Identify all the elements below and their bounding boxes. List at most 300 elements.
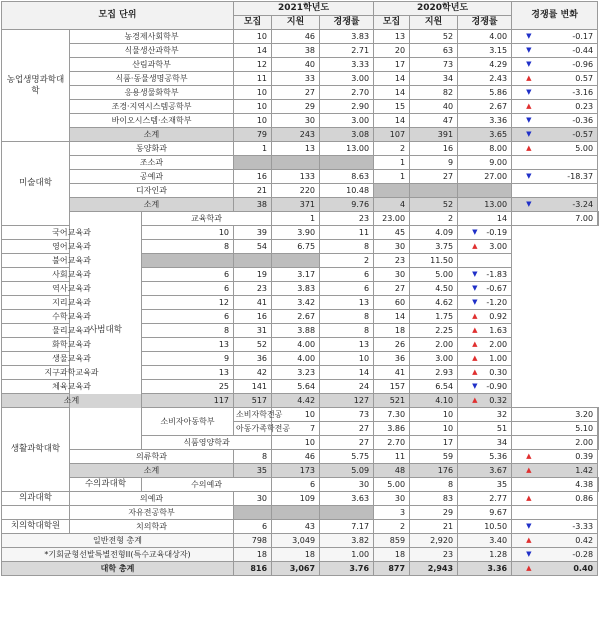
2021-quota — [234, 156, 272, 170]
2021-ratio — [272, 254, 320, 268]
2021-quota: 9 — [142, 352, 234, 366]
2020-applicants: 16 — [410, 142, 458, 156]
down-arrow-icon: ▼ — [526, 130, 532, 138]
change-value: -3.24 — [572, 200, 594, 209]
change-value: 1.63 — [489, 326, 508, 335]
2021-applicants: 133 — [272, 170, 320, 184]
2020-quota: 14 — [374, 86, 410, 100]
table-row — [2, 366, 599, 380]
2021-applicants: 43 — [272, 520, 320, 534]
ratio-change — [458, 394, 512, 408]
table-row — [2, 520, 599, 534]
2021-ratio: 9.76 — [320, 198, 374, 212]
2021-ratio: 6.75 — [272, 240, 320, 254]
department-name: 식품·동물생명공학부 — [70, 72, 234, 86]
table-row — [2, 142, 599, 156]
ratio-change — [512, 520, 598, 534]
2020-quota: 8 — [320, 240, 374, 254]
total-label: *기회균형선발특별전형II(특수교육대상자) — [2, 548, 234, 562]
table-row — [2, 30, 599, 44]
down-arrow-icon: ▼ — [472, 228, 478, 236]
2020-ratio: 1.75 — [410, 310, 458, 324]
2020-quota: 17 — [410, 436, 458, 450]
change-value: -1.83 — [486, 270, 508, 279]
subtotal-label: 소계 — [70, 128, 234, 142]
2020-quota: 8 — [320, 324, 374, 338]
2021-ratio: 3.76 — [320, 562, 374, 576]
2021-ratio — [320, 506, 374, 520]
2020-quota: 2 — [374, 142, 410, 156]
2020-applicants: 36 — [374, 352, 410, 366]
2021-applicants — [272, 506, 320, 520]
subtotal-label: 소계 — [70, 198, 234, 212]
ratio-change — [512, 450, 598, 464]
table-row — [2, 114, 599, 128]
up-arrow-icon: ▲ — [526, 564, 532, 572]
table-row — [2, 86, 599, 100]
2020-ratio: 8.00 — [458, 142, 512, 156]
2020-quota: 48 — [374, 464, 410, 478]
table-row — [2, 72, 599, 86]
2020-quota: 14 — [374, 114, 410, 128]
2020-ratio: 4.10 — [410, 394, 458, 408]
up-arrow-icon: ▲ — [472, 242, 478, 250]
down-arrow-icon: ▼ — [472, 298, 478, 306]
2021-applicants: 27 — [320, 422, 374, 436]
ratio-change — [458, 324, 512, 338]
2021-applicants: 517 — [234, 394, 272, 408]
ratio-change — [598, 408, 599, 422]
2020-ratio: 5.10 — [512, 422, 598, 436]
ratio-change — [512, 156, 598, 170]
2020-applicants: 18 — [374, 324, 410, 338]
up-arrow-icon: ▲ — [472, 326, 478, 334]
ratio-change — [512, 198, 598, 212]
change-value: 0.32 — [489, 396, 508, 405]
ratio-change — [598, 478, 599, 492]
2020-applicants: 29 — [410, 506, 458, 520]
2021-quota: 12 — [234, 58, 272, 72]
down-arrow-icon: ▼ — [526, 172, 532, 180]
2020-applicants: 60 — [374, 296, 410, 310]
2021-ratio: 3.33 — [320, 58, 374, 72]
ratio-change — [598, 212, 599, 226]
ratio-change — [512, 492, 598, 506]
2021-quota — [142, 254, 234, 268]
table-row — [2, 450, 599, 464]
department-name: 물리교육과 — [2, 324, 142, 338]
2020-applicants: 40 — [410, 100, 458, 114]
department-name: 지리교육과 — [2, 296, 142, 310]
change-value: -3.16 — [572, 88, 594, 97]
change-value: 0.86 — [575, 494, 594, 503]
ratio-change — [458, 254, 512, 268]
2021-ratio: 2.71 — [320, 44, 374, 58]
2020-applicants: 176 — [410, 464, 458, 478]
department-name: 식물생산과학부 — [70, 44, 234, 58]
header-quota-2021: 모집 — [234, 16, 272, 30]
2021-quota: 8 — [142, 324, 234, 338]
change-value: -0.17 — [572, 32, 594, 41]
table-row — [2, 240, 599, 254]
2020-ratio: 2.77 — [458, 492, 512, 506]
2021-applicants: 30 — [272, 114, 320, 128]
up-arrow-icon: ▲ — [526, 144, 532, 152]
2021-ratio: 3.82 — [320, 534, 374, 548]
2020-applicants: 23 — [374, 254, 410, 268]
2021-applicants: 73 — [320, 408, 374, 422]
2021-ratio: 3.08 — [320, 128, 374, 142]
table-row — [2, 506, 599, 520]
subtotal-label: 소계 — [2, 394, 142, 408]
2020-quota: 15 — [374, 100, 410, 114]
college-name: 생활과학대학 — [2, 408, 70, 492]
2020-quota: 859 — [374, 534, 410, 548]
change-value: -0.19 — [486, 228, 508, 237]
2021-quota: 10 — [142, 226, 234, 240]
2021-quota: 1 — [272, 212, 320, 226]
2021-ratio: 4.00 — [272, 338, 320, 352]
subtotal-row — [2, 394, 599, 408]
2021-ratio: 1.00 — [320, 548, 374, 562]
2021-ratio: 2.70 — [374, 436, 410, 450]
2021-ratio: 3.00 — [320, 72, 374, 86]
2020-applicants: 63 — [410, 44, 458, 58]
2021-quota: 798 — [234, 534, 272, 548]
ratio-change — [598, 436, 599, 450]
2021-applicants: 52 — [234, 338, 272, 352]
department-name: 소비자학전공 — [234, 408, 272, 422]
2020-applicants: 26 — [374, 338, 410, 352]
2020-ratio: 4.29 — [458, 58, 512, 72]
table-row — [2, 184, 599, 198]
2021-quota: 6 — [142, 282, 234, 296]
2020-ratio: 3.65 — [458, 128, 512, 142]
2020-ratio: 3.36 — [458, 114, 512, 128]
department-name: 산림과학부 — [70, 58, 234, 72]
change-value: -0.96 — [572, 60, 594, 69]
ratio-change — [458, 296, 512, 310]
table-row — [2, 254, 599, 268]
ratio-change — [458, 240, 512, 254]
table-row — [2, 282, 599, 296]
2021-applicants: 243 — [272, 128, 320, 142]
up-arrow-icon: ▲ — [472, 312, 478, 320]
subtotal-row — [2, 198, 599, 212]
2020-ratio: 5.00 — [410, 268, 458, 282]
total-label: 대학 총계 — [2, 562, 234, 576]
2020-applicants: 157 — [374, 380, 410, 394]
2021-quota: 6 — [234, 520, 272, 534]
2021-applicants: 46 — [272, 30, 320, 44]
2021-applicants — [234, 254, 272, 268]
department-name: 교육학과 — [142, 212, 272, 226]
down-arrow-icon: ▼ — [526, 46, 532, 54]
2020-ratio: 3.36 — [458, 562, 512, 576]
2020-quota: 10 — [410, 408, 458, 422]
2020-quota: 13 — [374, 30, 410, 44]
2021-quota: 6 — [142, 268, 234, 282]
2021-ratio: 2.67 — [272, 310, 320, 324]
2020-applicants: 521 — [374, 394, 410, 408]
2021-ratio: 3.83 — [320, 30, 374, 44]
2020-quota: 3 — [374, 506, 410, 520]
department-name: 조경·지역시스템공학부 — [70, 100, 234, 114]
2021-ratio: 2.70 — [320, 86, 374, 100]
change-value: -18.37 — [567, 172, 594, 181]
2020-ratio: 5.86 — [458, 86, 512, 100]
department-name: 사회교육과 — [2, 268, 142, 282]
ratio-change — [458, 380, 512, 394]
2021-quota: 816 — [234, 562, 272, 576]
2020-applicants: 51 — [458, 422, 512, 436]
2020-applicants: 59 — [410, 450, 458, 464]
2020-ratio: 3.75 — [410, 240, 458, 254]
2020-quota: 877 — [374, 562, 410, 576]
ratio-change — [458, 338, 512, 352]
change-value: 1.42 — [575, 466, 594, 475]
2020-applicants: 2,943 — [410, 562, 458, 576]
2020-ratio: 7.00 — [512, 212, 598, 226]
2021-ratio — [320, 156, 374, 170]
ratio-change — [458, 366, 512, 380]
2021-ratio: 3.63 — [320, 492, 374, 506]
subtotal-row — [2, 128, 599, 142]
ratio-change — [512, 170, 598, 184]
2020-quota: 6 — [320, 282, 374, 296]
total-row — [2, 534, 599, 548]
up-arrow-icon: ▲ — [472, 354, 478, 362]
2021-applicants: 3,049 — [272, 534, 320, 548]
2021-ratio: 3.17 — [272, 268, 320, 282]
2021-ratio: 23.00 — [374, 212, 410, 226]
2020-ratio: 2.25 — [410, 324, 458, 338]
college-name: 수의과대학 — [70, 478, 142, 492]
2020-applicants: 14 — [374, 310, 410, 324]
2021-applicants: 220 — [272, 184, 320, 198]
college-name: 미술대학 — [2, 142, 70, 226]
change-value: -0.67 — [486, 284, 508, 293]
2020-applicants: 9 — [410, 156, 458, 170]
2020-applicants: 14 — [458, 212, 512, 226]
ratio-change — [598, 422, 599, 436]
table-row — [2, 352, 599, 366]
2020-applicants: 52 — [410, 30, 458, 44]
change-value: 5.00 — [575, 144, 594, 153]
change-value: -3.33 — [572, 522, 594, 531]
2020-quota: 1 — [374, 170, 410, 184]
2021-quota: 1 — [234, 142, 272, 156]
2021-applicants: 27 — [320, 436, 374, 450]
2021-ratio: 3.90 — [272, 226, 320, 240]
2020-applicants: 52 — [410, 198, 458, 212]
2020-ratio: 2.43 — [458, 72, 512, 86]
2020-ratio: 27.00 — [458, 170, 512, 184]
department-name: 농경제사회학부 — [70, 30, 234, 44]
table-row — [2, 492, 599, 506]
2021-applicants: 54 — [234, 240, 272, 254]
2020-ratio: 3.67 — [458, 464, 512, 478]
2020-quota: 8 — [320, 310, 374, 324]
down-arrow-icon: ▼ — [472, 270, 478, 278]
2021-applicants: 29 — [272, 100, 320, 114]
table-row — [2, 170, 599, 184]
2021-quota: 25 — [142, 380, 234, 394]
ratio-change — [512, 128, 598, 142]
2021-quota — [234, 506, 272, 520]
2020-ratio: 4.50 — [410, 282, 458, 296]
ratio-change — [512, 142, 598, 156]
2020-ratio: 13.00 — [458, 198, 512, 212]
header-2021: 2021학년도 — [234, 2, 374, 16]
2021-quota: 10 — [234, 100, 272, 114]
department-name: 공예과 — [70, 170, 234, 184]
college-name — [2, 506, 70, 520]
down-arrow-icon: ▼ — [526, 200, 532, 208]
2021-quota: 10 — [234, 30, 272, 44]
ratio-change — [458, 352, 512, 366]
2020-applicants: 82 — [410, 86, 458, 100]
2021-applicants: 23 — [234, 282, 272, 296]
2021-quota: 8 — [234, 450, 272, 464]
2021-ratio: 4.42 — [272, 394, 320, 408]
up-arrow-icon: ▲ — [472, 340, 478, 348]
2020-applicants: 45 — [374, 226, 410, 240]
college-name: 사범대학 — [70, 212, 142, 450]
change-value: 0.39 — [575, 452, 594, 461]
table-row — [2, 212, 599, 226]
2020-applicants: 30 — [374, 240, 410, 254]
2020-applicants: 34 — [410, 72, 458, 86]
department-name: 불어교육과 — [2, 254, 142, 268]
change-value: 0.42 — [575, 536, 594, 545]
change-value: 3.00 — [489, 242, 508, 251]
2020-quota: 2 — [320, 254, 374, 268]
department-name: 의예과 — [70, 492, 234, 506]
2020-quota: 20 — [374, 44, 410, 58]
2020-applicants: 23 — [410, 548, 458, 562]
2020-quota: 10 — [320, 352, 374, 366]
2020-applicants: 27 — [410, 170, 458, 184]
2021-quota: 13 — [142, 366, 234, 380]
ratio-change — [512, 100, 598, 114]
2020-applicants: 83 — [410, 492, 458, 506]
total-label: 일반전형 총계 — [2, 534, 234, 548]
table-row — [2, 310, 599, 324]
table-row — [2, 226, 599, 240]
2021-quota: 117 — [142, 394, 234, 408]
2021-quota: 7 — [272, 422, 320, 436]
2020-quota: 13 — [320, 338, 374, 352]
2021-applicants: 19 — [234, 268, 272, 282]
2021-applicants: 13 — [272, 142, 320, 156]
2021-quota: 30 — [234, 492, 272, 506]
up-arrow-icon: ▲ — [526, 494, 532, 502]
2021-quota: 10 — [272, 408, 320, 422]
2020-applicants: 30 — [374, 268, 410, 282]
header-2020: 2020학년도 — [374, 2, 512, 16]
table-row — [2, 380, 599, 394]
ratio-change — [512, 464, 598, 478]
department-name: 아동가족학전공 — [234, 422, 272, 436]
department-name: 수학교육과 — [2, 310, 142, 324]
down-arrow-icon: ▼ — [526, 522, 532, 530]
2021-applicants: 41 — [234, 296, 272, 310]
2020-quota: 11 — [320, 226, 374, 240]
2020-applicants: 2,920 — [410, 534, 458, 548]
2020-ratio: 3.20 — [512, 408, 598, 422]
2020-ratio: 9.67 — [458, 506, 512, 520]
2021-quota: 8 — [142, 240, 234, 254]
2020-quota: 4 — [374, 198, 410, 212]
down-arrow-icon: ▼ — [526, 32, 532, 40]
2020-applicants: 47 — [410, 114, 458, 128]
2020-quota: 14 — [374, 72, 410, 86]
change-value: 2.00 — [489, 340, 508, 349]
ratio-change — [512, 114, 598, 128]
2021-ratio: 3.23 — [272, 366, 320, 380]
change-value: 0.23 — [575, 102, 594, 111]
up-arrow-icon: ▲ — [526, 102, 532, 110]
2020-ratio: 3.00 — [410, 352, 458, 366]
2021-quota: 21 — [234, 184, 272, 198]
header-change: 경쟁률 변화 — [512, 2, 598, 30]
college-name: 치의학대학원 — [2, 520, 70, 534]
2021-ratio: 3.83 — [272, 282, 320, 296]
table-row — [2, 478, 599, 492]
2021-quota: 10 — [234, 86, 272, 100]
2020-quota: 1 — [374, 156, 410, 170]
2020-quota: 11 — [374, 450, 410, 464]
2021-ratio: 3.42 — [272, 296, 320, 310]
2020-ratio: 2.93 — [410, 366, 458, 380]
ratio-change — [512, 184, 598, 198]
header-applicants-2020: 지원 — [410, 16, 458, 30]
2021-applicants: 39 — [234, 226, 272, 240]
2021-applicants: 23 — [320, 212, 374, 226]
change-value: -0.28 — [572, 550, 594, 559]
department-name: 화학교육과 — [2, 338, 142, 352]
2020-ratio: 2.00 — [512, 436, 598, 450]
2020-applicants: 27 — [374, 282, 410, 296]
2021-quota: 6 — [142, 310, 234, 324]
2021-applicants: 16 — [234, 310, 272, 324]
department-name: 바이오시스템·소재학부 — [70, 114, 234, 128]
2021-quota: 12 — [142, 296, 234, 310]
ratio-change — [512, 562, 598, 576]
department-name: 지구과학교육과 — [2, 366, 142, 380]
2020-quota: 13 — [320, 296, 374, 310]
2021-quota: 10 — [234, 114, 272, 128]
2021-applicants: 46 — [272, 450, 320, 464]
2020-ratio: 3.15 — [458, 44, 512, 58]
up-arrow-icon: ▲ — [526, 466, 532, 474]
2021-quota: 14 — [234, 44, 272, 58]
2021-applicants: 18 — [272, 548, 320, 562]
2020-quota: 18 — [374, 548, 410, 562]
ratio-change — [512, 506, 598, 520]
2021-applicants: 109 — [272, 492, 320, 506]
ratio-change — [458, 268, 512, 282]
2020-applicants: 35 — [458, 478, 512, 492]
2020-quota: 8 — [410, 478, 458, 492]
department-name: 생물교육과 — [2, 352, 142, 366]
table-row — [2, 296, 599, 310]
2021-ratio: 3.88 — [272, 324, 320, 338]
change-value: 0.40 — [573, 564, 594, 573]
2020-applicants: 73 — [410, 58, 458, 72]
ratio-change — [512, 86, 598, 100]
